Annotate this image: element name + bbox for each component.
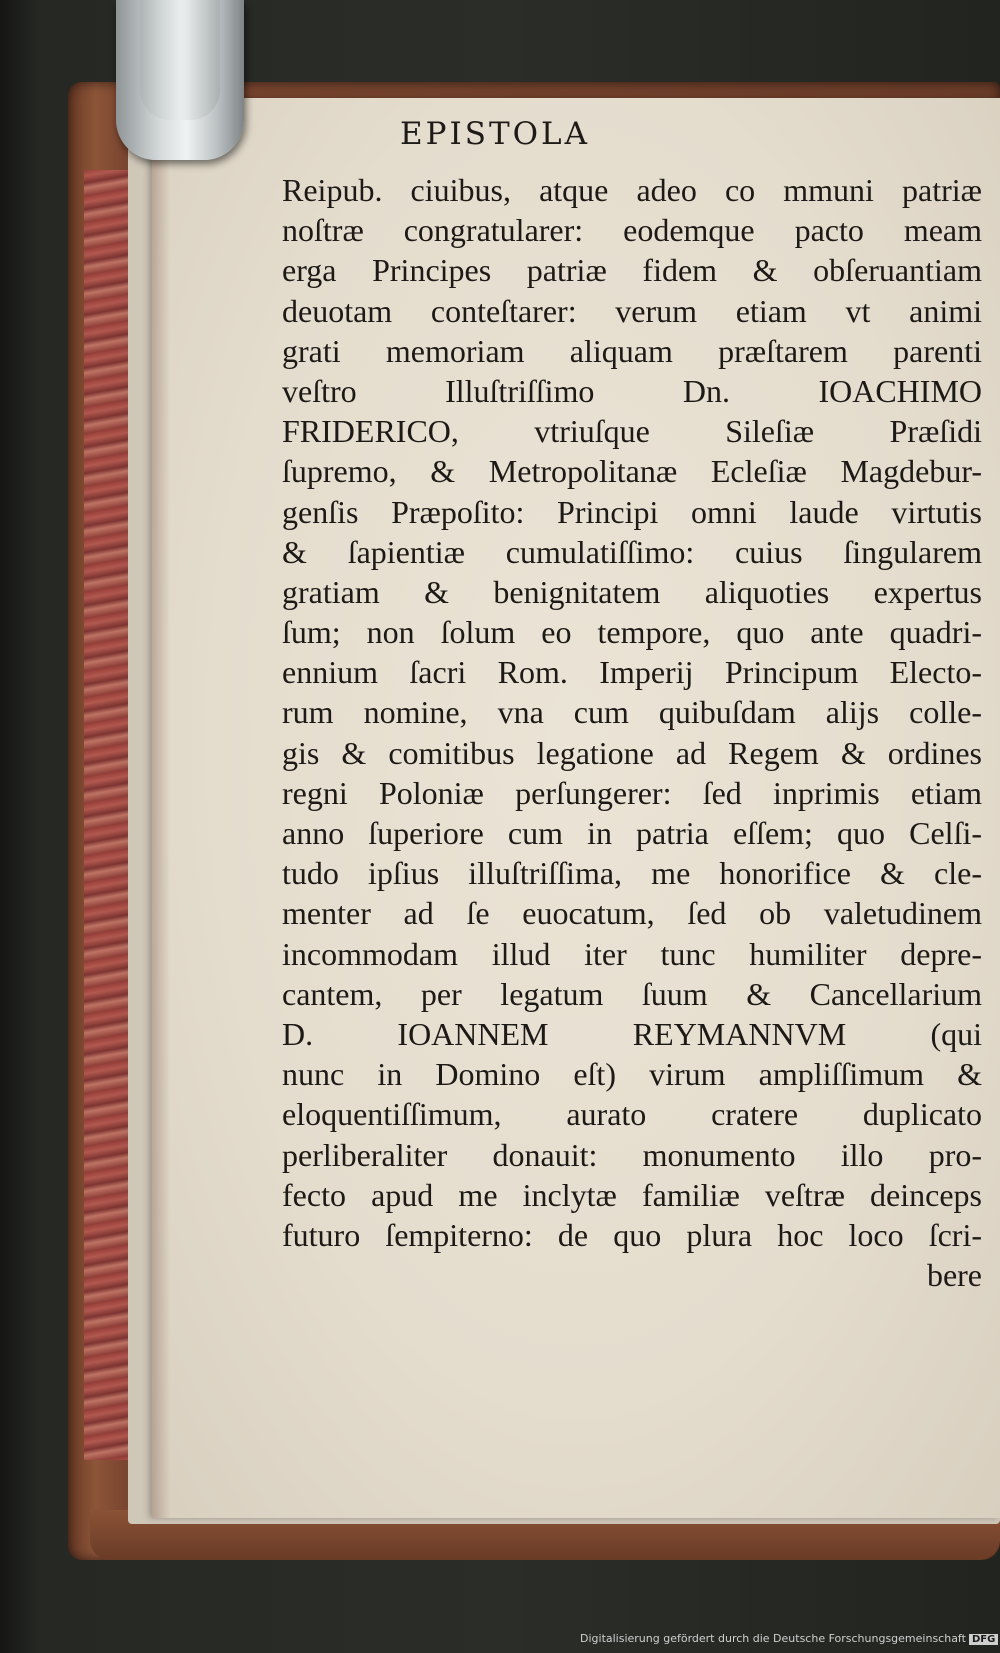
text-line: nunc in Domino eſt) virum ampliſſimum & xyxy=(282,1056,982,1093)
text-line: cantem, per legatum ſuum & Cancellarium xyxy=(282,975,982,1012)
marbled-edge xyxy=(84,170,130,1460)
text-line: & ſapientiæ cumulatiſſimo: cuius ſingularem xyxy=(282,533,982,570)
text-line: ſum; non ſolum eo tempore, quo ante quadri- xyxy=(282,614,982,651)
text-line: genſis Præpoſito: Principi omni laude virtutis xyxy=(282,493,982,530)
text-line: incommodam illud iter tunc humiliter depre- xyxy=(282,935,982,972)
text-line: grati memoriam aliquam præſtarem parenti xyxy=(282,332,982,369)
credit-text: Digitalisierung gefördert durch die Deutsche Forschungsgemeinschaft xyxy=(580,1632,966,1645)
text-line: gis & comitibus legatione ad Regem & ordines xyxy=(282,734,982,771)
text-line: erga Principes patriæ fidem & obſeruantiam xyxy=(282,252,982,289)
text-line: menter ad ſe euocatum, ſed ob valetudinem xyxy=(282,895,982,932)
text-line: eloquentiſſimum, aurato cratere duplicato xyxy=(282,1096,982,1133)
running-head: EPISTOLA xyxy=(400,116,591,152)
body-text xyxy=(282,170,982,1295)
text-line: ſupremo, & Metropolitanæ Ecleſiæ Magdebur- xyxy=(282,453,982,490)
page-clip-highlight xyxy=(140,0,220,120)
digitization-credit xyxy=(580,1632,996,1650)
text-line: perliberaliter donauit: monumento illo pro- xyxy=(282,1136,982,1173)
text-line: tudo ipſius illuſtriſſima, me honorifice & cle- xyxy=(282,855,982,892)
text-line: futuro ſempiterno: de quo plura hoc loco ſcri- xyxy=(282,1216,982,1253)
text-line: noſtræ congratularer: eodemque pacto meam xyxy=(282,212,982,249)
text-line: gratiam & benignitatem aliquoties expertus xyxy=(282,573,982,610)
text-line: anno ſuperiore cum in patria eſſem; quo Celſi- xyxy=(282,815,982,851)
text-line: FRIDERICO, vtriuſque Sileſiæ Præſidi xyxy=(282,413,982,450)
text-line: ennium ſacri Rom. Imperij Principum Electo- xyxy=(282,654,982,691)
dfg-logo: DFG xyxy=(969,1634,998,1645)
page-gutter xyxy=(152,98,170,1518)
text-line: veſtro Illuſtriſſimo Dn. IOACHIMO xyxy=(282,372,982,409)
text-line: regni Poloniæ perſungerer: ſed inprimis etiam xyxy=(282,774,982,811)
text-line: fecto apud me inclytæ familiæ veſtræ deinceps xyxy=(282,1176,982,1213)
text-line: bere xyxy=(926,1257,982,1294)
text-line: Reipub. ciuibus, atque adeo co mmuni patriæ xyxy=(282,172,982,208)
text-line: deuotam conteſtarer: verum etiam vt animi xyxy=(282,292,982,329)
text-line: D. IOANNEM REYMANNVM (qui xyxy=(282,1015,982,1052)
text-line: rum nomine, vna cum quibuſdam alijs colle- xyxy=(282,694,982,731)
